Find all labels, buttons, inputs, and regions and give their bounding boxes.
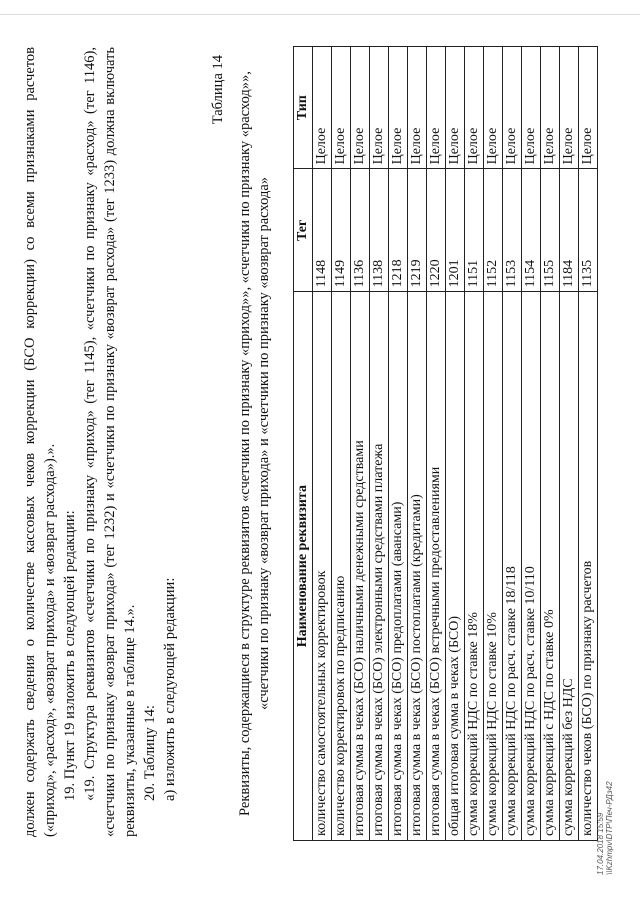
paragraph-item-19-text: «19. Структура реквизитов «счетчики по признаку «приход» (тег 1145), «счетчики по признаку «расход» (тег 1146), «счетчики по признаку «возврат прихода» (тег 1232) и «счетчики по признаку «возврат расхода» (тег 1233) должна включать реквизиты, указанные в таблице 14.». [82, 47, 138, 837]
cell-name: сумма коррекций без НДС [560, 292, 579, 841]
cell-tag: 1135 [579, 169, 598, 292]
cell-name: количество чеков (БСО) по признаку расчетов [579, 292, 598, 841]
cell-name: итоговая сумма в чеках (БСО) наличными денежными средствами [351, 292, 370, 841]
cell-name: общая итоговая сумма в чеках (БСО) [446, 292, 465, 841]
table-caption: Реквизиты, содержащиеся в структуре реквизитов «счетчики по признаку «приход»», «счетчики по признаку «расход»», «счетчики по признаку «возврат прихода» и «счетчики по признаку «возврат расхода» [237, 71, 272, 816]
cell-type: Целое [427, 47, 446, 169]
table-header-row [294, 47, 313, 841]
cell-type: Целое [313, 47, 332, 169]
table-row [370, 47, 389, 841]
cell-tag: 1148 [313, 169, 332, 292]
cell-tag: 1136 [351, 169, 370, 292]
print-stamp [596, 781, 614, 875]
cell-type: Целое [465, 47, 484, 169]
cell-tag: 1155 [541, 169, 560, 292]
cell-type: Целое [560, 47, 579, 169]
header-type: Тип [294, 47, 313, 169]
body-text [20, 47, 180, 837]
cell-name: итоговая сумма в чеках (БСО) электронными средствами платежа [370, 292, 389, 841]
cell-tag: 1153 [503, 169, 522, 292]
cell-name: сумма коррекций НДС по ставке 18% [465, 292, 484, 841]
paragraph-item-20a: а) изложить в следующей редакции: [162, 577, 178, 801]
table-row [465, 47, 484, 841]
table-row [351, 47, 370, 841]
cell-type: Целое [370, 47, 389, 169]
cell-name: сумма коррекций НДС по расч. ставке 18/118 [503, 292, 522, 841]
table-row [427, 47, 446, 841]
cell-name: сумма коррекций с НДС по ставке 0% [541, 292, 560, 841]
stamp-path: \\Kzhmpv\DTP\Печ-РДз42 [605, 781, 614, 875]
cell-type: Целое [541, 47, 560, 169]
paragraph-item-20: 20. Таблицу 14: [142, 705, 158, 801]
cell-type: Целое [389, 47, 408, 169]
cell-tag: 1154 [522, 169, 541, 292]
cell-type: Целое [579, 47, 598, 169]
cell-tag: 1151 [465, 169, 484, 292]
cell-tag: 1184 [560, 169, 579, 292]
cell-type: Целое [446, 47, 465, 169]
table-row [522, 47, 541, 841]
stamp-date: 17.04.2018 15:59 [596, 812, 605, 875]
header-tag: Тег [294, 169, 313, 292]
cell-tag: 1220 [427, 169, 446, 292]
cell-tag: 1149 [332, 169, 351, 292]
table-row [389, 47, 408, 841]
header-name: Наименование реквизита [294, 292, 313, 841]
cell-type: Целое [332, 47, 351, 169]
cell-name: итоговая сумма в чеках (БСО) встречными предоставлениями [427, 292, 446, 841]
table-row [560, 47, 579, 841]
requisites-table [293, 46, 598, 841]
table-row [408, 47, 427, 841]
table-row [503, 47, 522, 841]
cell-name: итоговая сумма в чеках (БСО) предоплатами (авансами) [389, 292, 408, 841]
table-row [446, 47, 465, 841]
cell-tag: 1152 [484, 169, 503, 292]
cell-name: итоговая сумма в чеках (БСО) постоплатами (кредитами) [408, 292, 427, 841]
cell-name: количество корректировок по предписанию [332, 292, 351, 841]
table-row [313, 47, 332, 841]
cell-tag: 1219 [408, 169, 427, 292]
paragraph-counters-info: должен содержать сведения о количестве кассовых чеков коррекции (БСО коррекции) со всеми признаками расчетов («приход», «расход», «возврат прихода» и «возврат расхода»).». [22, 47, 58, 837]
cell-type: Целое [522, 47, 541, 169]
table-row [484, 47, 503, 841]
page-edge-divider [0, 14, 640, 15]
table-row [541, 47, 560, 841]
cell-type: Целое [351, 47, 370, 169]
cell-tag: 1138 [370, 169, 389, 292]
cell-name: сумма коррекций НДС по ставке 10% [484, 292, 503, 841]
table-row [579, 47, 598, 841]
cell-name: количество самостоятельных корректировок [313, 292, 332, 841]
paragraph-item-19-intro: 19. Пункт 19 изложить в следующей редакции: [62, 510, 78, 801]
cell-type: Целое [484, 47, 503, 169]
cell-tag: 1201 [446, 169, 465, 292]
cell-tag: 1218 [389, 169, 408, 292]
table-number-label: Таблица 14 [210, 55, 226, 125]
table-row [332, 47, 351, 841]
cell-type: Целое [408, 47, 427, 169]
cell-type: Целое [503, 47, 522, 169]
cell-name: сумма коррекций НДС по расч. ставке 10/110 [522, 292, 541, 841]
